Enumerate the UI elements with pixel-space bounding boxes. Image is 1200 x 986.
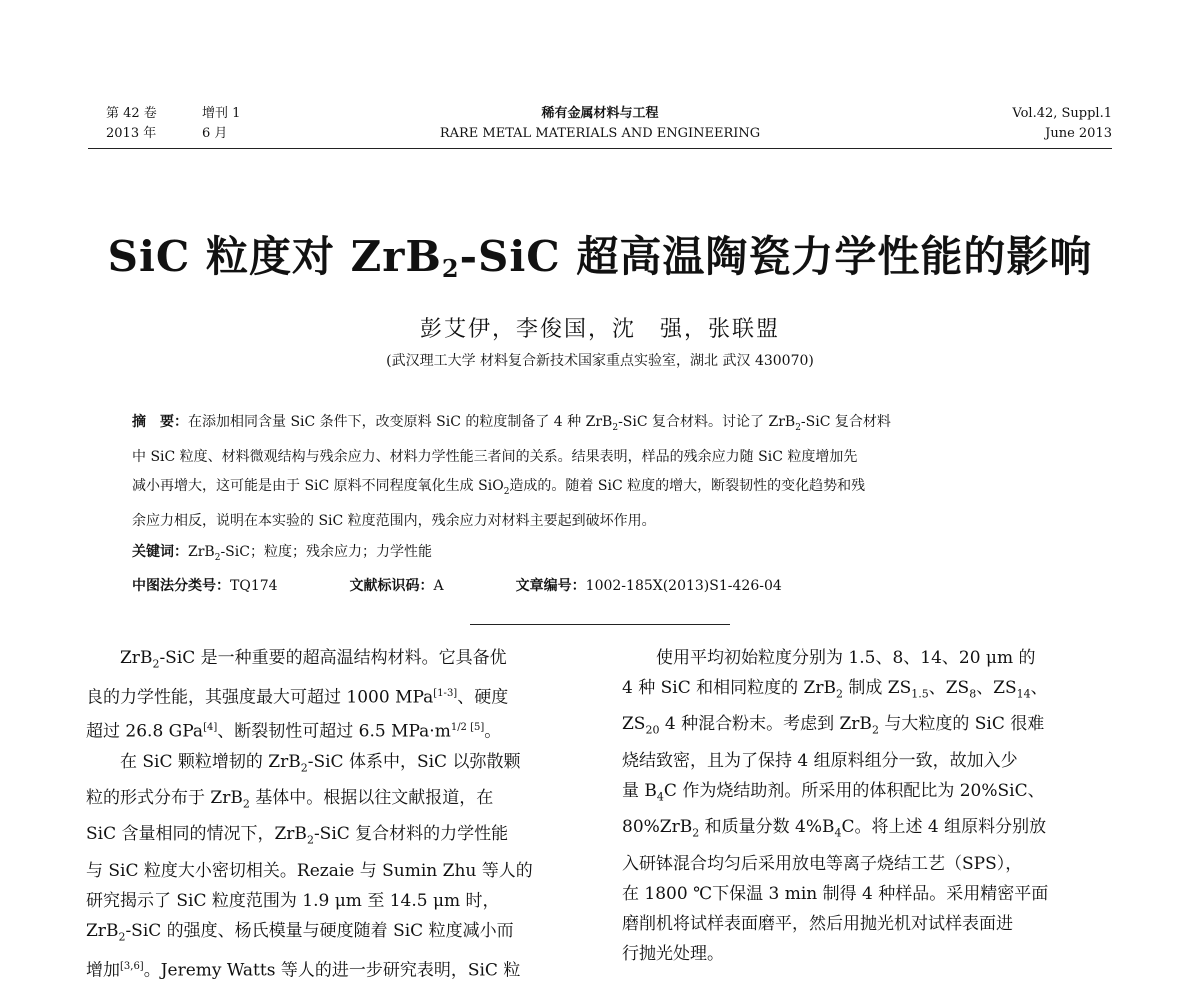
right-line-4: 烧结致密，且为了保持 4 组原料组分一致，故加入少 <box>622 750 1018 771</box>
s: 2 <box>871 723 879 737</box>
t: 制成 ZS <box>842 678 912 698</box>
ref: [1-3] <box>433 688 458 700</box>
t: C 作为烧结助剂。所采用的体积配比为 20%SiC、 <box>663 780 1045 801</box>
kw-b: -SiC；粒度；残余应力；力学性能 <box>220 543 432 560</box>
abs-l3a: 减小再增大，这可能是由于 SiC 原料不同程度氧化生成 SiO <box>132 477 504 494</box>
kw-sub: 2 <box>214 552 221 563</box>
right-line-6 <box>622 812 1114 848</box>
s: 4 <box>834 826 842 840</box>
t: -SiC 的强度、杨氏模量与硬度随着 SiC 粒度减小而 <box>125 920 514 941</box>
left-line-1 <box>86 643 578 679</box>
left-line-8: 研究揭示了 SiC 粒度范围为 1.9 μm 至 14.5 μm 时， <box>86 890 500 911</box>
journal-name <box>88 104 1112 144</box>
left-line-2 <box>86 679 578 713</box>
left-line-10 <box>86 952 578 986</box>
left-line-6 <box>86 819 578 855</box>
ref: [4] <box>203 722 218 734</box>
body-left-column <box>86 643 578 986</box>
s: 20 <box>645 723 660 737</box>
abstract-line-1 <box>132 408 1072 443</box>
date-en: June 2013 <box>1045 126 1112 141</box>
t: 超过 26.8 GPa <box>86 721 204 742</box>
body-right-column <box>622 643 1114 969</box>
s: 14 <box>1016 687 1031 701</box>
clc-label: 中图法分类号： <box>132 578 230 595</box>
doc-value: A <box>433 578 444 595</box>
volume-cn: 第 42 卷 <box>106 106 157 121</box>
s: 2 <box>300 761 308 775</box>
abstract <box>132 408 1072 601</box>
title-part1: SiC 粒度对 ZrB <box>107 232 442 281</box>
abs-l1c: -SiC 复合材料 <box>800 414 891 430</box>
title-subscript: 2 <box>441 254 460 283</box>
t: 、ZS <box>976 678 1017 698</box>
right-line-3 <box>622 709 1114 745</box>
s: 1.5 <box>911 687 929 701</box>
t: 基体中。根据以往文献报道，在 <box>249 788 494 809</box>
abs-sub: 2 <box>612 422 619 433</box>
journal-name-en: RARE METAL MATERIALS AND ENGINEERING <box>439 126 761 141</box>
abstract-line-4: 余应力相反，说明在本实验的 SiC 粒度范围内，残余应力对材料主要起到破坏作用。 <box>132 512 656 529</box>
right-line-5 <box>622 776 1114 812</box>
t: -SiC 复合材料的力学性能 <box>313 824 509 845</box>
t: 。Jeremy Watts 等人的进一步研究表明，SiC 粒 <box>143 960 521 981</box>
s: 8 <box>969 687 977 701</box>
classification-row <box>132 572 1072 601</box>
keywords <box>132 538 1072 573</box>
header-volume-en <box>1012 104 1112 144</box>
t: SiC 含量相同的情况下，ZrB <box>86 824 307 845</box>
right-line-7: 入研钵混合均匀后采用放电等离子烧结工艺（SPS）， <box>622 853 1023 874</box>
art-label: 文章编号： <box>515 578 586 595</box>
t: 在 SiC 颗粒增韧的 ZrB <box>120 751 301 772</box>
t: 、断裂韧性可超过 6.5 MPa·m <box>217 721 451 742</box>
abs-l1a: 在添加相同含量 SiC 条件下，改变原料 SiC 的粒度制备了 4 种 ZrB <box>188 414 613 430</box>
t: -SiC 是一种重要的超高温结构材料。它具备优 <box>159 648 507 668</box>
s: 2 <box>118 930 126 944</box>
abs-sub: 2 <box>503 486 510 497</box>
t: 增加 <box>86 960 120 981</box>
right-line-8: 在 1800 ℃下保温 3 min 制得 4 种样品。采用精密平面 <box>622 883 1049 904</box>
left-line-5 <box>86 783 578 819</box>
t: 4 种混合粉末。考虑到 ZrB <box>659 714 872 735</box>
t: 粒的形式分布于 ZrB <box>86 788 243 809</box>
ref: [3,6] <box>120 961 144 973</box>
t: ZrB <box>86 920 119 941</box>
abstract-line-2: 中 SiC 粒度、材料微观结构与残余应力、材料力学性能三者间的关系。结果表明，样品的残余应力随 SiC 粒度增加先 <box>132 448 858 465</box>
left-line-7: 与 SiC 粒度大小密切相关。Rezaie 与 Sumin Zhu 等人的 <box>86 860 533 881</box>
t: 和质量分数 4%B <box>699 817 835 838</box>
art-value: 1002-185X(2013)S1-426-04 <box>585 578 782 595</box>
abstract-line-3 <box>132 472 1072 507</box>
clc-value: TQ174 <box>230 578 278 595</box>
right-line-1: 使用平均初始粒度分别为 1.5、8、14、20 μm 的 <box>656 648 1036 668</box>
t: 4 种 SiC 和相同粒度的 ZrB <box>622 678 836 698</box>
t: 。 <box>484 721 502 742</box>
abs-l1b: -SiC 复合材料。讨论了 ZrB <box>618 414 796 430</box>
t: 良的力学性能，其强度最大可超过 1000 MPa <box>86 688 434 709</box>
journal-header <box>88 104 1112 150</box>
doc-code <box>350 572 444 601</box>
t: ZS <box>622 714 646 735</box>
affiliation: (武汉理工大学 材料复合新技术国家重点实验室，湖北 武汉 430070) <box>386 353 814 369</box>
s: 2 <box>242 797 250 811</box>
volume-en: Vol.42, Suppl.1 <box>1012 106 1112 121</box>
article-number <box>516 572 782 601</box>
authors: 彭艾伊，李俊国，沈 强，张联盟 <box>419 317 780 342</box>
kw-a: ZrB <box>188 543 215 560</box>
header-rule <box>88 148 1112 149</box>
paper-title <box>0 224 1200 284</box>
month-cn: 6 月 <box>202 126 228 141</box>
t: 、硬度 <box>457 688 509 709</box>
doc-label: 文献标识码： <box>349 578 434 595</box>
abs-sub: 2 <box>795 422 801 433</box>
journal-name-cn: 稀有金属材料与工程 <box>541 106 659 121</box>
supplement-cn: 增刊 1 <box>202 106 241 121</box>
section-separator <box>470 624 730 625</box>
t: C。将上述 4 组原料分别放 <box>841 817 1047 838</box>
year-cn: 2013 年 <box>106 126 157 141</box>
t: 、ZS <box>928 678 970 698</box>
title-part2: -SiC 超高温陶瓷力学性能的影响 <box>459 232 1093 281</box>
keywords-label: 关键词： <box>132 543 188 560</box>
left-line-4 <box>86 747 578 783</box>
ref: 1/2 [5] <box>450 722 485 734</box>
t: 80%ZrB <box>622 817 693 838</box>
s: 2 <box>835 687 843 701</box>
right-line-9: 磨削机将试样表面磨平，然后用抛光机对试样表面进 <box>622 913 1013 934</box>
s: 2 <box>306 833 314 847</box>
abs-l3b: 造成的。随着 SiC 粒度的增大，断裂韧性的变化趋势和残 <box>509 477 866 494</box>
t: 与大粒度的 SiC 很难 <box>878 714 1045 735</box>
t: ZrB <box>120 648 153 668</box>
s: 4 <box>656 790 664 804</box>
s: 2 <box>152 657 160 671</box>
t: 量 B <box>622 780 657 801</box>
s: 2 <box>692 826 700 840</box>
t: 、 <box>1030 678 1048 698</box>
right-line-2 <box>622 673 1114 709</box>
clc <box>132 572 278 601</box>
abstract-label: 摘 要： <box>132 414 188 430</box>
right-line-10: 行抛光处理。 <box>622 943 724 964</box>
left-line-9 <box>86 916 578 952</box>
t: -SiC 体系中，SiC 以弥散颗 <box>307 751 521 772</box>
left-line-3 <box>86 713 578 747</box>
